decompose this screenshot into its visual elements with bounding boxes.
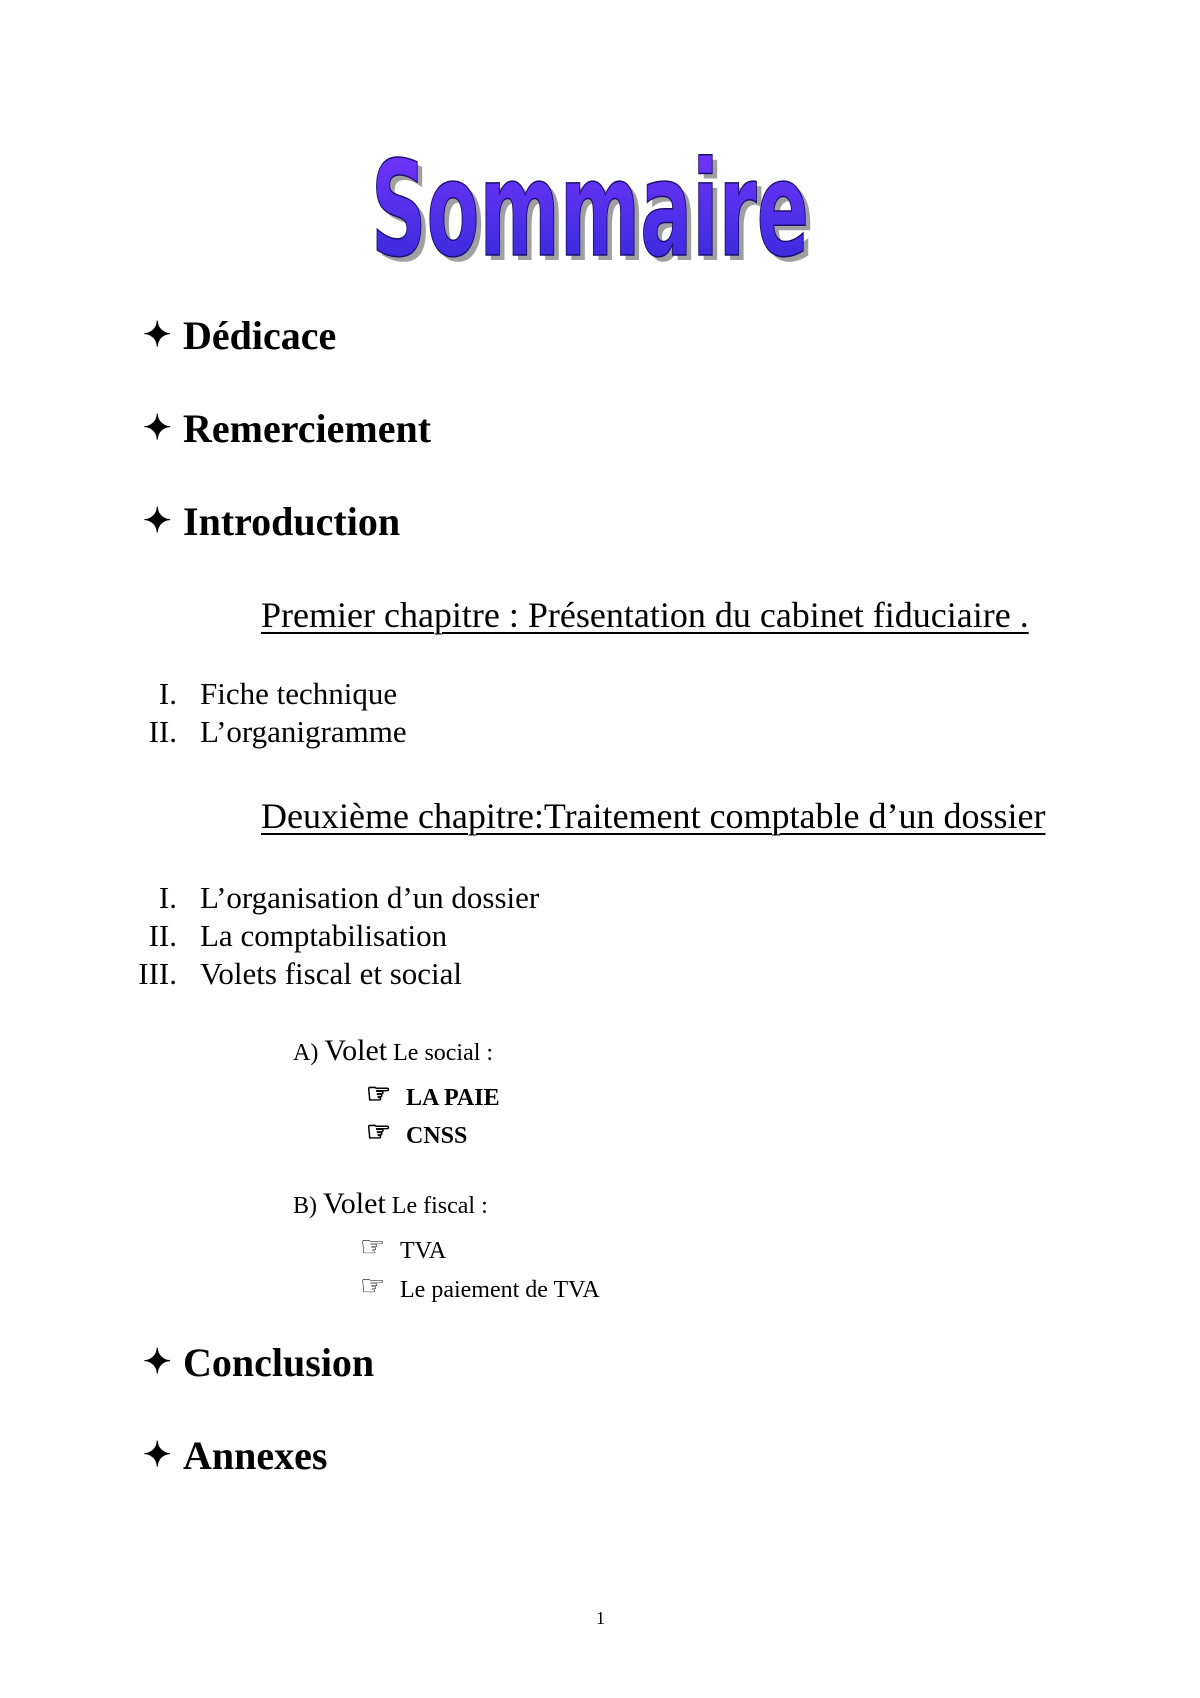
- chapter1-heading: Premier chapitre : Présentation du cabinet fiduciaire .: [261, 595, 1029, 635]
- volet-social-item: ☞ LA PAIE: [366, 1079, 500, 1111]
- hand-pointing-right-icon: ☞: [366, 1117, 392, 1148]
- star-bullet-icon: ✦: [143, 503, 172, 540]
- list-item: III. Volets fiscal et social: [138, 956, 463, 991]
- page-number: 1: [596, 1608, 605, 1628]
- item-introduction: ✦ Introduction: [143, 499, 401, 544]
- item-annexes: ✦ Annexes: [143, 1433, 328, 1478]
- list-item: II. L’organigramme: [148, 714, 407, 749]
- list-item: II. La comptabilisation: [148, 918, 448, 953]
- volet-fiscal-item: ☞ Le paiement de TVA: [360, 1271, 600, 1303]
- hand-pointing-right-icon: ☞: [366, 1079, 392, 1110]
- volet-fiscal-item: ☞ TVA: [360, 1232, 447, 1264]
- svg-text:Sommaire: Sommaire: [376, 138, 814, 285]
- sommaire-title: [365, 105, 820, 285]
- chapter2-heading: Deuxième chapitre:Traitement comptable d’un dossier: [261, 796, 1046, 836]
- hand-pointing-right-icon: ☞: [360, 1271, 386, 1302]
- volet-fiscal-heading: B) Volet Le fiscal :: [293, 1187, 488, 1220]
- star-bullet-icon: ✦: [143, 410, 172, 447]
- item-conclusion: ✦ Conclusion: [143, 1340, 375, 1385]
- star-bullet-icon: ✦: [143, 1344, 172, 1381]
- list-item: I. L’organisation d’un dossier: [158, 880, 540, 915]
- item-remerciement: ✦ Remerciement: [143, 406, 432, 451]
- star-bullet-icon: ✦: [143, 1437, 172, 1474]
- volet-social-item: ☞ CNSS: [366, 1117, 468, 1149]
- star-bullet-icon: ✦: [143, 317, 172, 354]
- volet-social-heading: A) Volet Le social :: [293, 1034, 494, 1067]
- item-dedicace: ✦ Dédicace: [143, 313, 337, 358]
- hand-pointing-right-icon: ☞: [360, 1232, 386, 1263]
- list-item: I. Fiche technique: [158, 676, 398, 711]
- title-text: Sommaire: [371, 133, 809, 285]
